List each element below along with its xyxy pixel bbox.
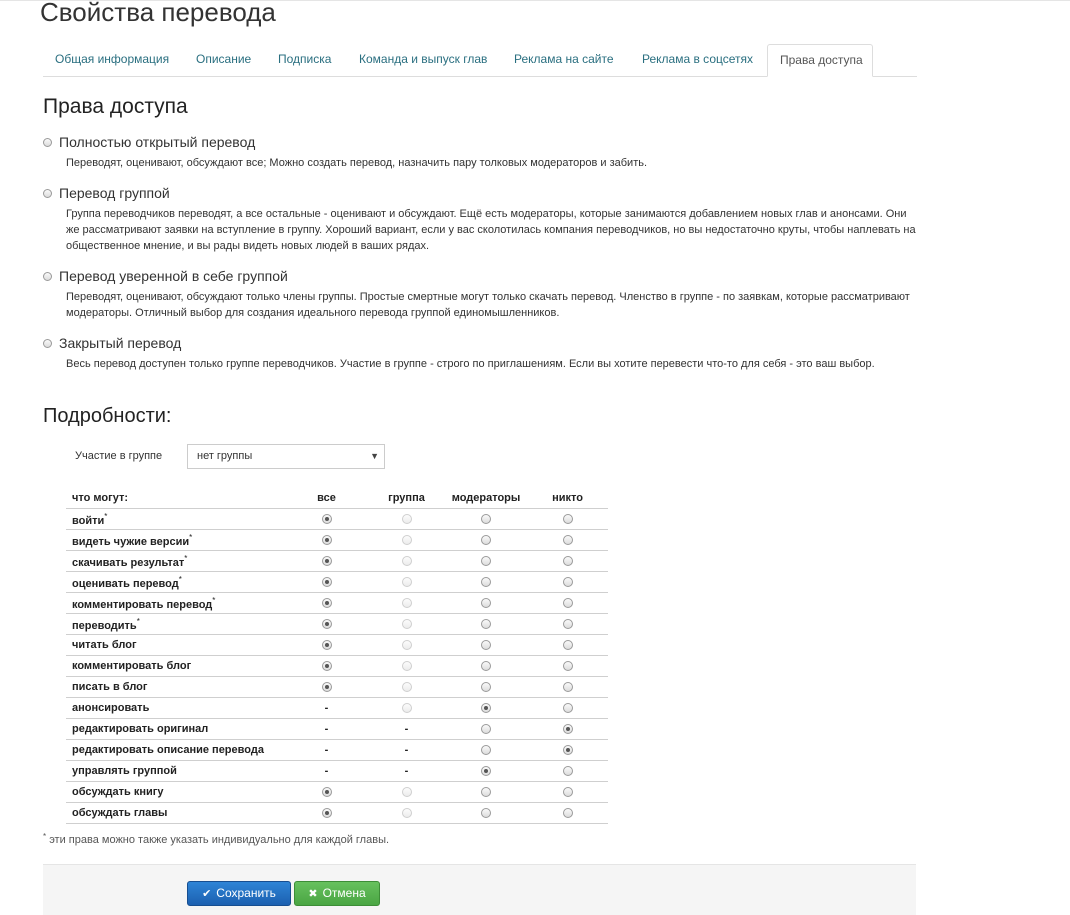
permission-radio-moderators[interactable]: [481, 661, 491, 671]
permission-radio-all[interactable]: [322, 682, 332, 692]
permission-cell-moderators: [445, 698, 527, 719]
permission-radio-nobody[interactable]: [563, 556, 573, 566]
permission-cell-group: [368, 509, 445, 530]
permissions-table: [66, 487, 608, 824]
permission-radio-moderators[interactable]: [481, 808, 491, 818]
permission-radio-nobody[interactable]: [563, 724, 573, 734]
permission-cell-nobody: [527, 509, 608, 530]
permission-radio-group: [402, 535, 412, 545]
asterisk-mark: *: [189, 532, 193, 542]
permission-row: [66, 677, 608, 698]
access-option-description: Группа переводчиков переводят, а все остальные - оценивают и обсуждают. Ещё есть модераторы, которые занимаются добавлением новых глав и анонсами. Они же рассматривают заявки на вступление в группу. Хороший вариант, если у вас сколотилась компания переводчиков, но вы недостаточно круты, чтобы наплевать на общественное мнение, и вы рады видеть новых людей в ваших рядах.: [66, 208, 916, 252]
tab-team[interactable]: Команда и выпуск глав: [359, 52, 488, 66]
permission-cell-nobody: [527, 614, 608, 635]
permission-cell-group: [368, 677, 445, 698]
permission-label: управлять группой: [72, 765, 177, 777]
cross-icon: ✖: [308, 888, 318, 900]
not-applicable-dash: -: [404, 723, 409, 735]
footnote-text: эти права можно также указать индивидуально для каждой главы.: [49, 834, 390, 846]
permission-radio-all[interactable]: [322, 535, 332, 545]
permission-label-cell: [66, 530, 285, 551]
permission-label: комментировать перевод: [72, 598, 213, 611]
permission-radio-nobody[interactable]: [563, 787, 573, 797]
permission-label: анонсировать: [72, 702, 150, 714]
permission-row: [66, 509, 608, 530]
column-header-action: что могут:: [66, 487, 285, 509]
permission-label: видеть чужие версии: [72, 535, 190, 548]
membership-select[interactable]: [187, 444, 385, 469]
access-option-confident-group: [43, 270, 923, 326]
access-option-label: Перевод группой: [59, 185, 170, 201]
cancel-button-label: Отмена: [322, 886, 366, 900]
permission-radio-all[interactable]: [322, 577, 332, 587]
permission-radio-nobody[interactable]: [563, 703, 573, 713]
permission-cell-group: [368, 803, 445, 824]
permission-label-cell: [66, 572, 285, 593]
permission-cell-all: [285, 551, 368, 572]
permission-radio-moderators[interactable]: [481, 535, 491, 545]
permission-label-cell: [66, 761, 285, 782]
permission-cell-moderators: [445, 740, 527, 761]
permission-label-cell: [66, 635, 285, 656]
permission-cell-all: [285, 761, 368, 782]
permission-radio-group: [402, 577, 412, 587]
permission-row: [66, 782, 608, 803]
permission-label-cell: [66, 551, 285, 572]
permission-radio-group: [402, 703, 412, 713]
permission-cell-group: [368, 572, 445, 593]
membership-label: Участие в группе: [75, 450, 163, 462]
permission-radio-moderators[interactable]: [481, 556, 491, 566]
tab-general[interactable]: Общая информация: [55, 52, 170, 66]
footnote: [43, 832, 389, 846]
permission-row: [66, 614, 608, 635]
permission-row: [66, 593, 608, 614]
access-option-description: Переводят, оценивают, обсуждают все; Можно создать перевод, назначить пару толковых модераторов и забить.: [66, 157, 648, 169]
permission-radio-moderators[interactable]: [481, 724, 491, 734]
chevron-down-icon: ▼: [370, 451, 379, 461]
permission-label-cell: [66, 656, 285, 677]
permission-cell-moderators: [445, 572, 527, 593]
tab-social-ads[interactable]: Реклама в соцсетях: [642, 52, 753, 66]
permission-label: писать в блог: [72, 681, 148, 693]
permission-label: редактировать описание перевода: [72, 744, 264, 756]
column-header-group: группа: [368, 487, 445, 509]
access-option-label: Полностью открытый перевод: [59, 134, 256, 150]
tab-site-ads[interactable]: Реклама на сайте: [514, 52, 614, 66]
permission-cell-nobody: [527, 677, 608, 698]
permission-cell-all: [285, 614, 368, 635]
permission-row: [66, 719, 608, 740]
permission-label-cell: [66, 509, 285, 530]
permission-radio-moderators[interactable]: [481, 766, 491, 776]
permission-cell-group: [368, 593, 445, 614]
access-option-group: [43, 187, 923, 259]
permission-cell-all: [285, 635, 368, 656]
permission-cell-group: [368, 782, 445, 803]
permission-cell-nobody: [527, 761, 608, 782]
permission-radio-nobody[interactable]: [563, 766, 573, 776]
permission-cell-all: [285, 740, 368, 761]
access-option-open: [43, 136, 923, 176]
permission-row: [66, 635, 608, 656]
permission-cell-nobody: [527, 803, 608, 824]
permission-cell-moderators: [445, 803, 527, 824]
permission-row: [66, 803, 608, 824]
permission-radio-moderators[interactable]: [481, 619, 491, 629]
permission-cell-nobody: [527, 635, 608, 656]
access-option-description: Весь перевод доступен только группе переводчиков. Участие в группе - строго по приглашениям. Если вы хотите перевести что-то для себя - это ваш выбор.: [66, 358, 875, 370]
permission-radio-group: [402, 787, 412, 797]
permission-label: редактировать оригинал: [72, 723, 209, 735]
permission-cell-all: [285, 572, 368, 593]
permissions-header-row: [66, 487, 608, 509]
permission-label: войти: [72, 514, 105, 527]
permission-radio-moderators[interactable]: [481, 598, 491, 608]
permission-label: скачивать результат: [72, 556, 185, 569]
permission-cell-moderators: [445, 719, 527, 740]
column-header-all: все: [285, 487, 368, 509]
permission-cell-moderators: [445, 782, 527, 803]
permission-label-cell: [66, 719, 285, 740]
permission-cell-moderators: [445, 614, 527, 635]
permission-cell-moderators: [445, 656, 527, 677]
permission-radio-nobody[interactable]: [563, 514, 573, 524]
permission-cell-group: [368, 551, 445, 572]
permission-label: обсуждать главы: [72, 807, 168, 819]
details-heading: Подробности:: [43, 405, 172, 427]
membership-select-value: нет группы: [197, 450, 253, 462]
permission-radio-moderators[interactable]: [481, 682, 491, 692]
permission-cell-group: [368, 719, 445, 740]
access-radio-confident-group[interactable]: [43, 272, 52, 281]
permission-label: читать блог: [72, 639, 137, 651]
permission-radio-nobody[interactable]: [563, 682, 573, 692]
permission-label: переводить: [72, 619, 137, 632]
permission-radio-group: [402, 619, 412, 629]
cancel-button[interactable]: [294, 881, 380, 906]
access-radio-closed[interactable]: [43, 339, 52, 348]
permission-radio-nobody[interactable]: [563, 535, 573, 545]
permission-radio-all[interactable]: [322, 640, 332, 650]
permission-cell-all: [285, 698, 368, 719]
asterisk-mark: *: [104, 511, 108, 521]
permission-radio-all[interactable]: [322, 619, 332, 629]
permission-radio-group: [402, 661, 412, 671]
access-radio-open[interactable]: [43, 138, 52, 147]
tab-bar: [43, 44, 917, 77]
permission-cell-group: [368, 740, 445, 761]
permission-label-cell: [66, 593, 285, 614]
permission-cell-all: [285, 509, 368, 530]
save-button[interactable]: [187, 881, 291, 906]
permission-cell-nobody: [527, 656, 608, 677]
asterisk-mark: *: [184, 553, 188, 563]
permission-radio-group: [402, 598, 412, 608]
permission-row: [66, 656, 608, 677]
permission-radio-all[interactable]: [322, 514, 332, 524]
permission-label: комментировать блог: [72, 660, 192, 672]
permission-cell-nobody: [527, 740, 608, 761]
permission-cell-nobody: [527, 719, 608, 740]
permission-radio-group: [402, 808, 412, 818]
permission-radio-group: [402, 556, 412, 566]
permission-radio-moderators[interactable]: [481, 703, 491, 713]
column-header-nobody: никто: [527, 487, 608, 509]
permission-row: [66, 530, 608, 551]
permission-cell-group: [368, 698, 445, 719]
permission-label-cell: [66, 614, 285, 635]
permission-cell-moderators: [445, 761, 527, 782]
not-applicable-dash: -: [324, 702, 329, 714]
permission-cell-nobody: [527, 782, 608, 803]
permission-cell-all: [285, 677, 368, 698]
permission-cell-group: [368, 656, 445, 677]
permission-radio-group: [402, 514, 412, 524]
permission-cell-nobody: [527, 698, 608, 719]
save-button-label: Сохранить: [216, 886, 276, 900]
permission-cell-all: [285, 719, 368, 740]
permission-cell-group: [368, 635, 445, 656]
permission-cell-moderators: [445, 593, 527, 614]
permission-row: [66, 698, 608, 719]
permission-radio-all[interactable]: [322, 598, 332, 608]
access-option-closed: [43, 337, 923, 393]
permission-radio-all[interactable]: [322, 787, 332, 797]
permission-radio-moderators[interactable]: [481, 640, 491, 650]
permission-radio-nobody[interactable]: [563, 745, 573, 755]
permission-radio-moderators[interactable]: [481, 745, 491, 755]
permission-radio-nobody[interactable]: [563, 577, 573, 587]
permission-radio-nobody[interactable]: [563, 661, 573, 671]
permission-cell-all: [285, 803, 368, 824]
permission-cell-nobody: [527, 593, 608, 614]
tab-description[interactable]: Описание: [196, 52, 252, 66]
permission-label-cell: [66, 740, 285, 761]
permission-label-cell: [66, 677, 285, 698]
permission-label-cell: [66, 782, 285, 803]
footnote-mark: *: [43, 832, 47, 841]
not-applicable-dash: -: [324, 765, 329, 777]
permission-cell-moderators: [445, 530, 527, 551]
permission-label-cell: [66, 803, 285, 824]
check-icon: ✔: [202, 888, 212, 900]
tab-subscription[interactable]: Подписка: [278, 52, 332, 66]
permission-cell-all: [285, 782, 368, 803]
permission-cell-group: [368, 530, 445, 551]
permission-row: [66, 761, 608, 782]
not-applicable-dash: -: [324, 723, 329, 735]
asterisk-mark: *: [212, 595, 216, 605]
permission-radio-nobody[interactable]: [563, 640, 573, 650]
permission-label: оценивать перевод: [72, 577, 179, 590]
permission-radio-nobody[interactable]: [563, 808, 573, 818]
permission-cell-nobody: [527, 530, 608, 551]
permission-radio-moderators[interactable]: [481, 577, 491, 587]
column-header-moderators: модераторы: [445, 487, 527, 509]
permission-cell-group: [368, 761, 445, 782]
permission-label-cell: [66, 698, 285, 719]
page-title: Свойства перевода: [40, 0, 276, 27]
not-applicable-dash: -: [404, 765, 409, 777]
permission-cell-moderators: [445, 677, 527, 698]
permission-row: [66, 551, 608, 572]
permission-radio-all[interactable]: [322, 556, 332, 566]
permission-row: [66, 572, 608, 593]
permission-radio-group: [402, 682, 412, 692]
access-option-label: Закрытый перевод: [59, 335, 182, 351]
access-option-label: Перевод уверенной в себе группой: [59, 268, 288, 284]
not-applicable-dash: -: [404, 744, 409, 756]
tab-access[interactable]: Права доступа: [767, 44, 873, 77]
permission-cell-all: [285, 593, 368, 614]
permission-cell-moderators: [445, 635, 527, 656]
asterisk-mark: *: [178, 574, 182, 584]
permission-radio-all[interactable]: [322, 661, 332, 671]
permission-radio-group: [402, 640, 412, 650]
permission-cell-moderators: [445, 509, 527, 530]
access-radio-group[interactable]: [43, 189, 52, 198]
permission-label: обсуждать книгу: [72, 786, 164, 798]
access-option-description: Переводят, оценивают, обсуждают только члены группы. Простые смертные могут только скачать перевод. Членство в группе - по заявкам, которые рассматривают модераторы. Отличный выбор для создания идеального перевода группой единомышленников.: [66, 291, 910, 319]
permission-row: [66, 740, 608, 761]
permission-cell-nobody: [527, 572, 608, 593]
permission-cell-moderators: [445, 551, 527, 572]
form-actions: [43, 864, 916, 915]
permission-radio-moderators[interactable]: [481, 514, 491, 524]
permission-radio-all[interactable]: [322, 808, 332, 818]
permission-cell-all: [285, 530, 368, 551]
permission-cell-all: [285, 656, 368, 677]
asterisk-mark: *: [136, 616, 140, 626]
access-heading: Права доступа: [43, 95, 188, 118]
permission-radio-nobody[interactable]: [563, 598, 573, 608]
permission-cell-group: [368, 614, 445, 635]
permission-radio-moderators[interactable]: [481, 787, 491, 797]
permission-radio-nobody[interactable]: [563, 619, 573, 629]
permission-cell-nobody: [527, 551, 608, 572]
not-applicable-dash: -: [324, 744, 329, 756]
